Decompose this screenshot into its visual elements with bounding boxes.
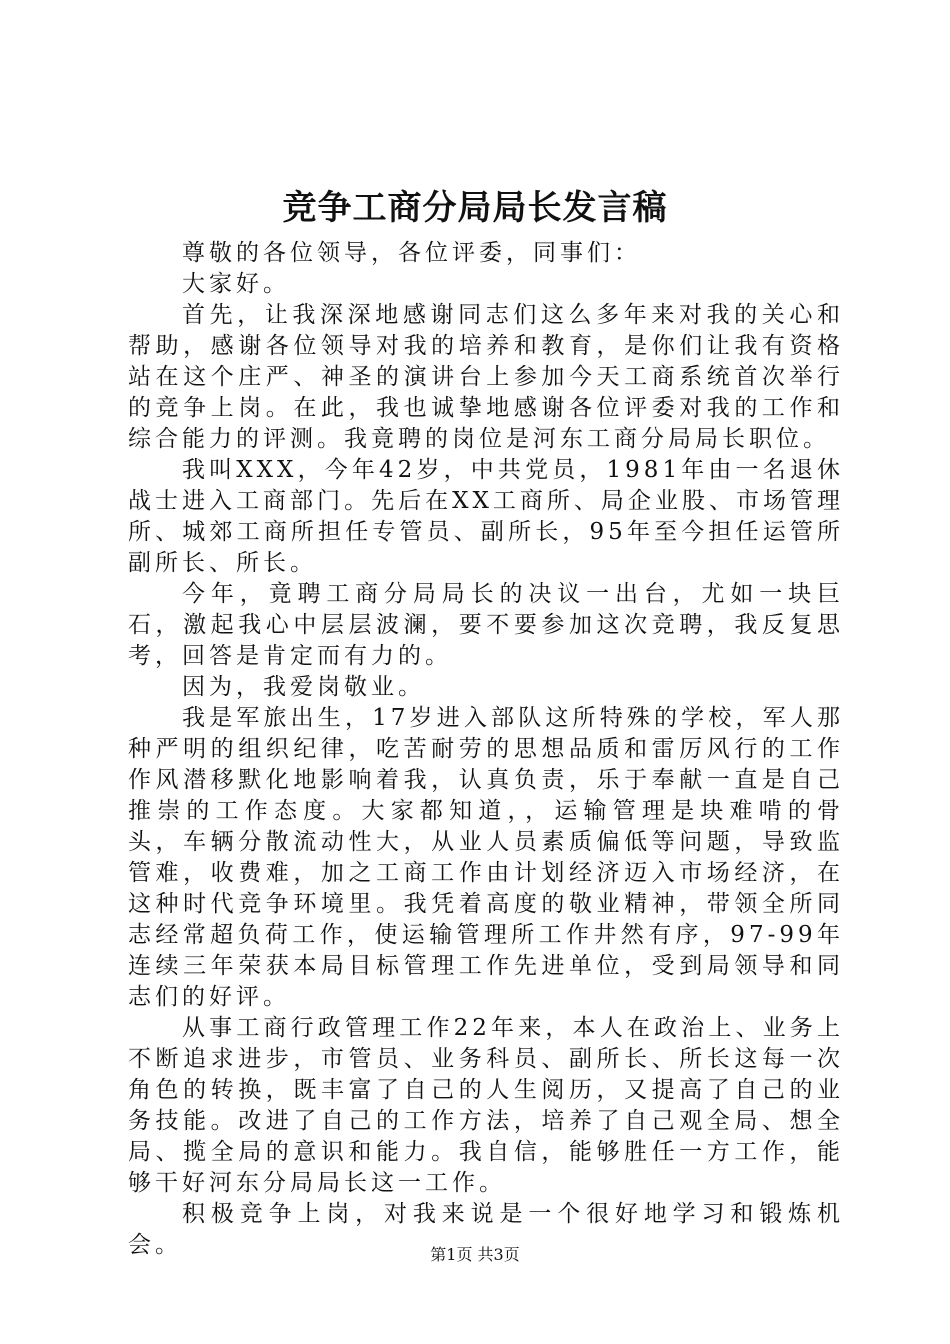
paragraph-military-background: 我是军旅出生，17岁进入部队这所特殊的学校，军人那种严明的组织纪律，吃苦耐劳的思想品质和雷厉风行的工作作风潜移默化地影响着我，认真负责，乐于奉献一直是自己推崇的工作态度。大家都知道，，运输管理是块难啃的骨头，车辆分散流动性大，从业人员素质偏低等问题，导致监管难，收费难，加之工商工作由计划经济迈入市场经济，在这种时代竞争环境里。我凭着高度的敬业精神，带领全所同志经常超负荷工作，使运输管理所工作井然有序，97-99年连续三年荣获本局目标管理工作先进单位，受到局领导和同志们的好评。 [128,705,844,1010]
page-total: 共3页 [477,1245,520,1264]
paragraph-greeting: 大家好。 [182,271,290,297]
document-body [128,238,844,1261]
document-title: 竞争工商分局局长发言稿 [282,188,668,228]
paragraph-competition: 积极竞争上岗，对我来说是一个很好地学习和锻炼机会。 [128,1201,844,1258]
paragraph-decision: 今年，竟聘工商分局局长的决议一出台，尤如一块巨石，激起我心中层层波澜，要不要参加这次竞聘，我反复思考，回答是肯定而有力的。 [128,581,844,669]
paragraph-reason: 因为，我爱岗敬业。 [182,674,425,700]
paragraph-salutation: 尊敬的各位领导，各位评委，同事们： [182,240,641,266]
paragraph-self-introduction: 我叫XXX，今年42岁，中共党员，1981年由一名退休战士进入工商部门。先后在XX工商所、局企业股、市场管理所、城郊工商所担任专管员、副所长，95年至今担任运管所副所长、所长。 [128,457,844,576]
paragraph-career: 从事工商行政管理工作22年来，本人在政治上、业务上不断追求进步，市管员、业务科员、副所长、所长这每一次角色的转换，既丰富了自己的人生阅历，又提高了自己的业务技能。改进了自己的工作方法，培养了自己观全局、想全局、揽全局的意识和能力。我自信，能够胜任一方工作，能够干好河东分局局长这一工作。 [128,1015,844,1196]
page-footer [0,1244,950,1266]
paragraph-thanks: 首先，让我深深地感谢同志们这么多年来对我的关心和帮助，感谢各位领导对我的培养和教育，是你们让我有资格站在这个庄严、神圣的演讲台上参加今天工商系统首次举行的竞争上岗。在此，我也诚挚地感谢各位评委对我的工作和综合能力的评测。我竟聘的岗位是河东工商分局局长职位。 [128,302,844,452]
page-number: 第1页 [430,1245,473,1264]
